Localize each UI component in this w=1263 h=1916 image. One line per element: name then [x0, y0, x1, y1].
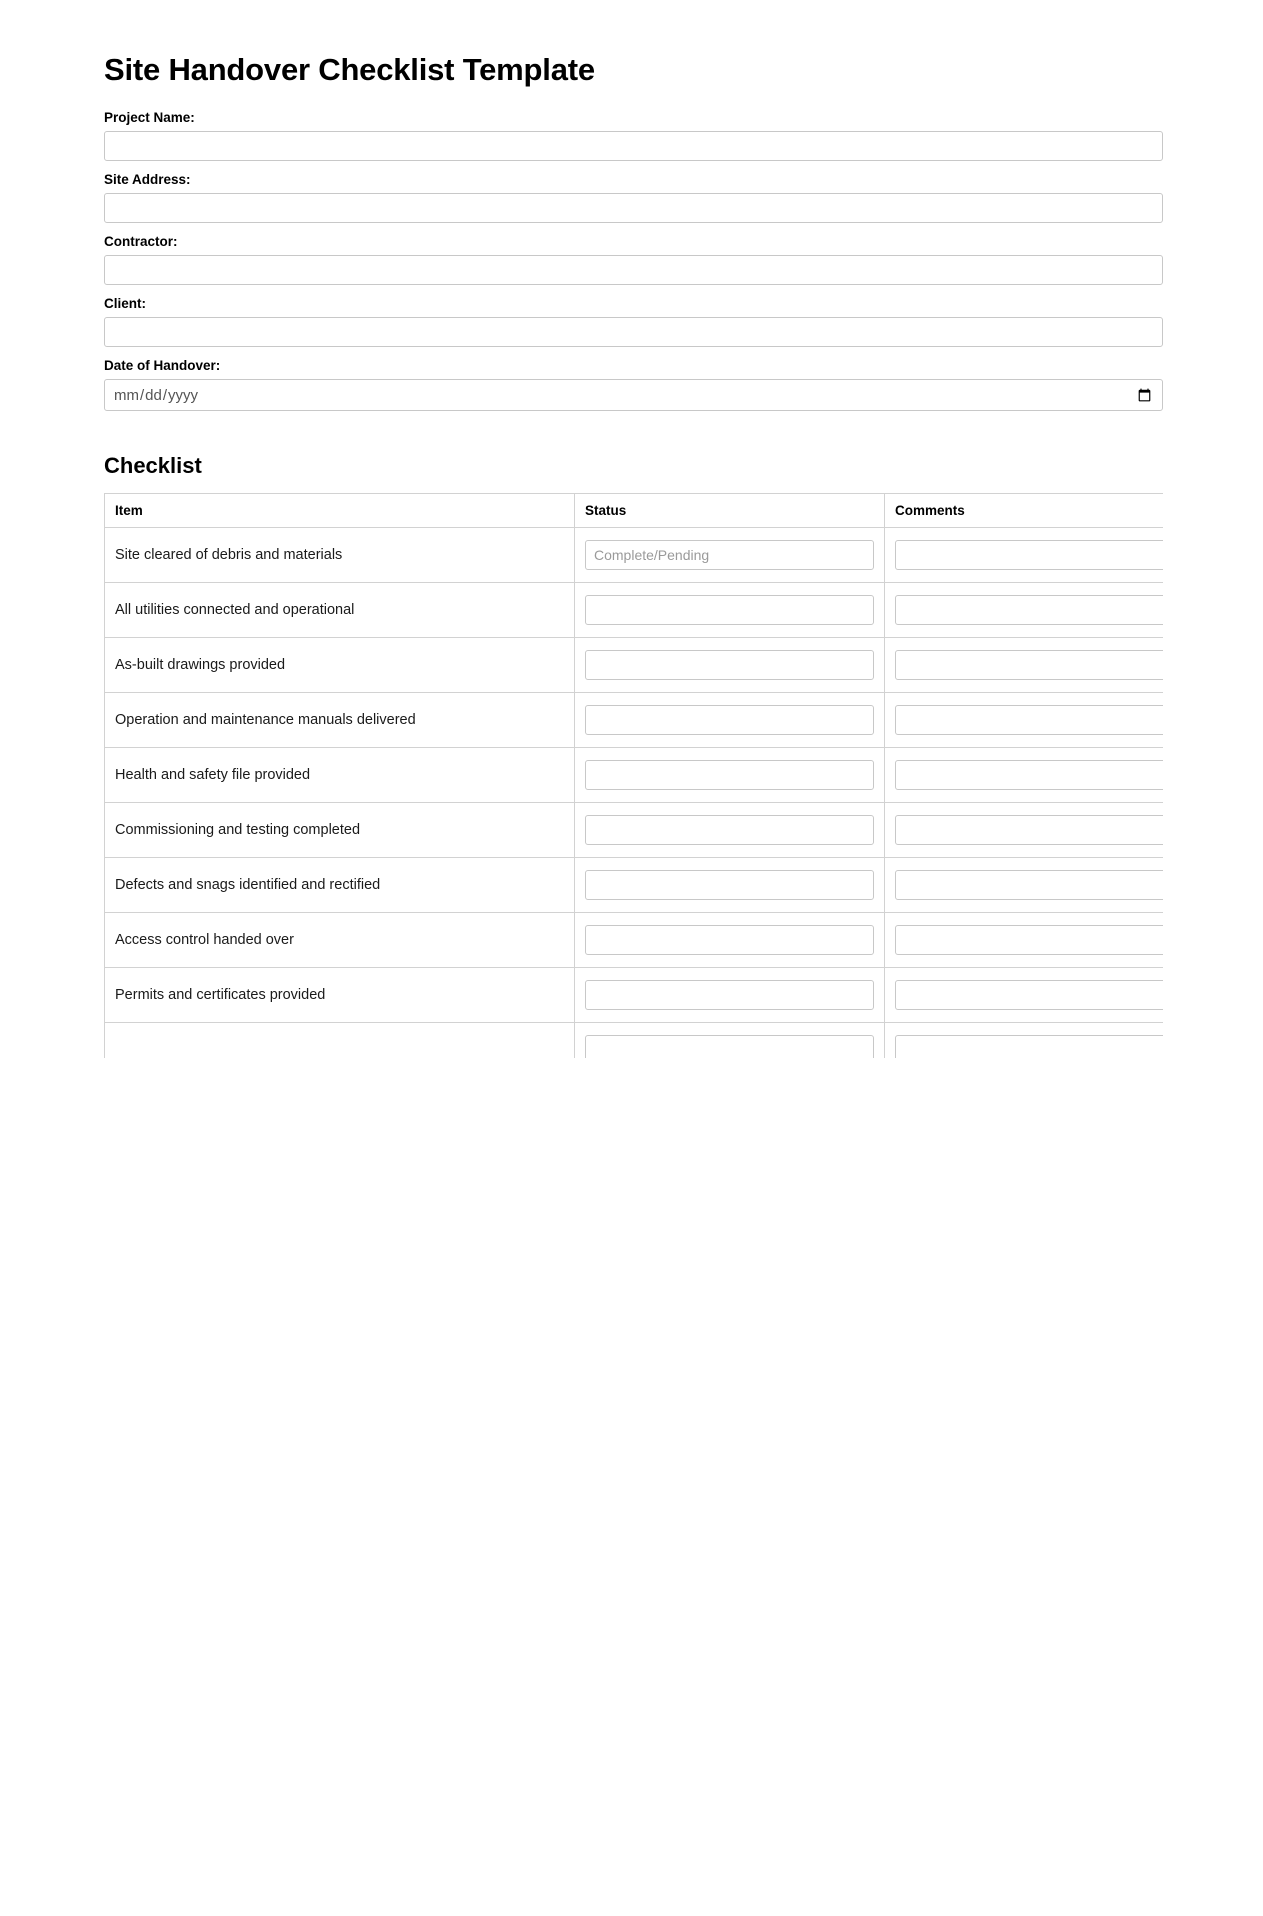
checklist-status-cell: [575, 1023, 885, 1059]
field-contractor: [104, 234, 1163, 285]
checklist-comments-cell: [885, 528, 1164, 583]
table-row: [105, 1023, 1164, 1059]
checklist-comments-input[interactable]: [895, 870, 1163, 900]
checklist-comments-input[interactable]: [895, 595, 1163, 625]
field-client: [104, 296, 1163, 347]
contractor-input[interactable]: [104, 255, 1163, 285]
field-date-of-handover: [104, 358, 1163, 411]
checklist-item-label: All utilities connected and operational: [105, 583, 575, 638]
checklist-status-input[interactable]: [585, 705, 874, 735]
table-row: [105, 968, 1164, 1023]
table-row: [105, 638, 1164, 693]
checklist-comments-cell: [885, 748, 1164, 803]
checklist-status-input[interactable]: [585, 650, 874, 680]
checklist-item-label: Operation and maintenance manuals delivered: [105, 693, 575, 748]
table-row: [105, 748, 1164, 803]
page-title: Site Handover Checklist Template: [104, 52, 595, 87]
checklist-status-cell: [575, 913, 885, 968]
checklist-item-label: Commissioning and testing completed: [105, 803, 575, 858]
client-input[interactable]: [104, 317, 1163, 347]
table-row: [105, 803, 1164, 858]
field-label-client: Client:: [104, 296, 146, 311]
checklist-status-cell: [575, 748, 885, 803]
table-header-row: [105, 494, 1164, 528]
checklist-status-input[interactable]: [585, 925, 874, 955]
checklist-comments-cell: [885, 858, 1164, 913]
date-of-handover-input[interactable]: [104, 379, 1163, 411]
checklist-status-input[interactable]: [585, 870, 874, 900]
field-label-site-address: Site Address:: [104, 172, 191, 187]
checklist-table: [104, 493, 1163, 1058]
checklist-status-cell: [575, 583, 885, 638]
field-project-name: [104, 110, 1163, 161]
checklist-item-label: Defects and snags identified and rectified: [105, 858, 575, 913]
checklist-comments-cell: [885, 693, 1164, 748]
checklist-item-label: Site cleared of debris and materials: [105, 528, 575, 583]
project-name-input[interactable]: [104, 131, 1163, 161]
table-row: [105, 858, 1164, 913]
checklist-comments-cell: [885, 1023, 1164, 1059]
checklist-status-cell: [575, 693, 885, 748]
field-site-address: [104, 172, 1163, 223]
checklist-status-cell: [575, 803, 885, 858]
checklist-item-label: Permits and certificates provided: [105, 968, 575, 1023]
column-header-comments: Comments: [885, 494, 1164, 528]
column-header-item: Item: [105, 494, 575, 528]
checklist-item-label: As-built drawings provided: [105, 638, 575, 693]
checklist-table-wrapper: [104, 493, 1163, 1058]
checklist-status-cell: [575, 858, 885, 913]
checklist-status-cell: [575, 968, 885, 1023]
checklist-status-input[interactable]: [585, 815, 874, 845]
checklist-item-label: Access control handed over: [105, 913, 575, 968]
checklist-comments-input[interactable]: [895, 980, 1163, 1010]
checklist-section-title: Checklist: [104, 453, 202, 478]
checklist-comments-input[interactable]: [895, 540, 1163, 570]
checklist-status-input[interactable]: [585, 540, 874, 570]
checklist-comments-cell: [885, 803, 1164, 858]
checklist-item-label: Health and safety file provided: [105, 748, 575, 803]
checklist-comments-input[interactable]: [895, 815, 1163, 845]
table-row: [105, 583, 1164, 638]
checklist-status-input[interactable]: [585, 595, 874, 625]
checklist-comments-input[interactable]: [895, 650, 1163, 680]
checklist-comments-input[interactable]: [895, 1035, 1163, 1058]
checklist-status-cell: [575, 638, 885, 693]
field-label-project-name: Project Name:: [104, 110, 195, 125]
checklist-item-label: [105, 1023, 575, 1059]
checklist-comments-input[interactable]: [895, 925, 1163, 955]
column-header-status: Status: [575, 494, 885, 528]
checklist-status-input[interactable]: [585, 980, 874, 1010]
table-row: [105, 913, 1164, 968]
field-label-date-of-handover: Date of Handover:: [104, 358, 221, 373]
checklist-status-cell: [575, 528, 885, 583]
field-label-contractor: Contractor:: [104, 234, 178, 249]
checklist-comments-cell: [885, 638, 1164, 693]
checklist-status-input[interactable]: [585, 760, 874, 790]
handover-details-form: [104, 110, 1163, 411]
checklist-comments-cell: [885, 913, 1164, 968]
checklist-comments-input[interactable]: [895, 760, 1163, 790]
table-row: [105, 693, 1164, 748]
checklist-comments-input[interactable]: [895, 705, 1163, 735]
site-address-input[interactable]: [104, 193, 1163, 223]
table-row: [105, 528, 1164, 583]
checklist-comments-cell: [885, 583, 1164, 638]
checklist-status-input[interactable]: [585, 1035, 874, 1058]
checklist-comments-cell: [885, 968, 1164, 1023]
